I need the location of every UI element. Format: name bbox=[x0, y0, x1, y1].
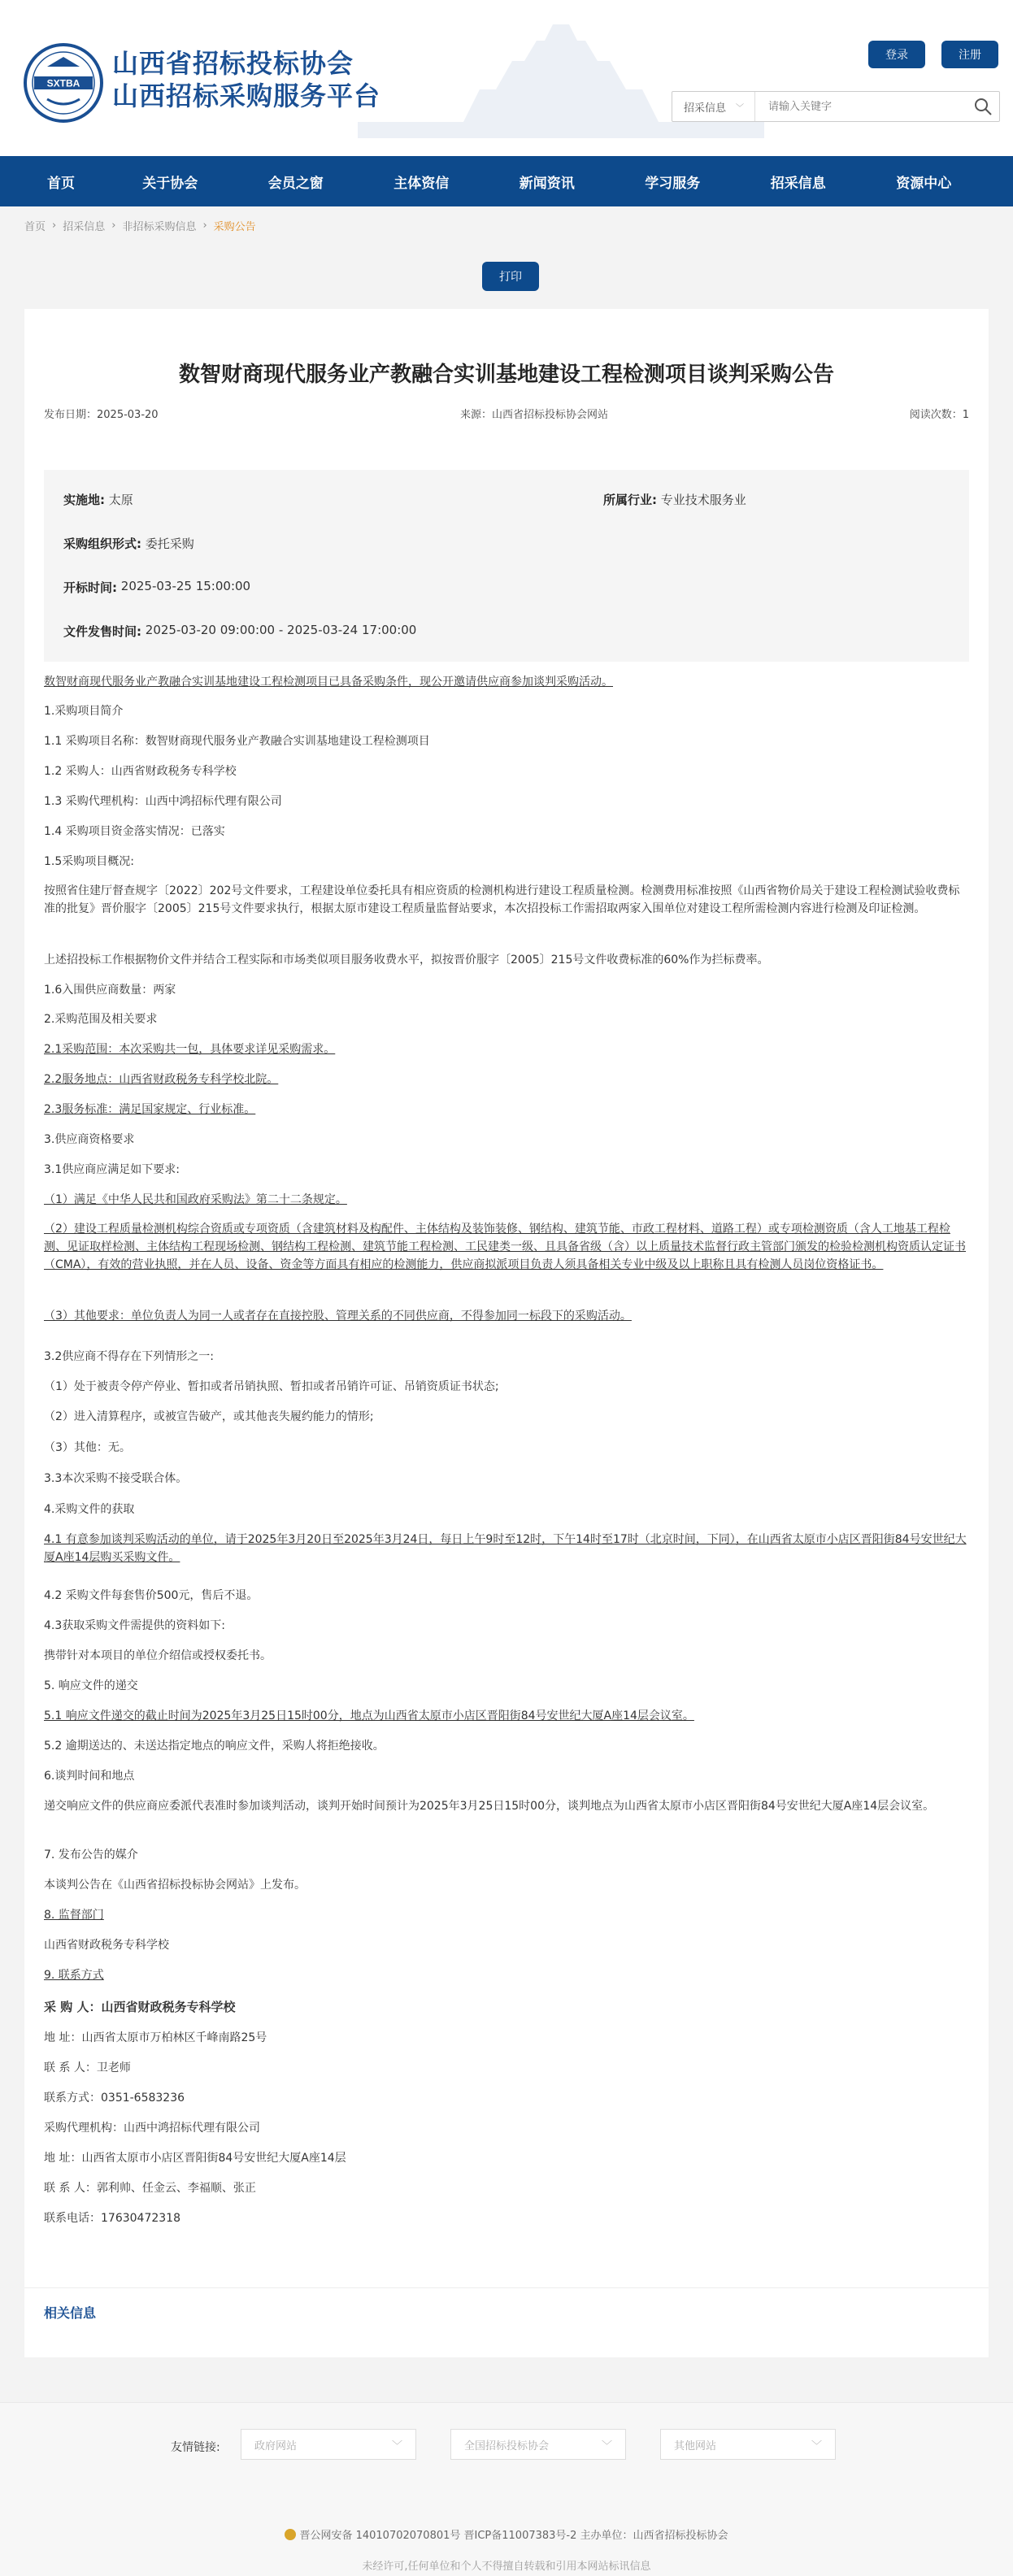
chevron-down-icon: ﹀ bbox=[601, 2439, 612, 2452]
print-button[interactable]: 打印 bbox=[482, 262, 539, 291]
content-paragraph: 1.3 采购代理机构：山西中鸿招标代理有限公司 bbox=[44, 795, 282, 808]
content-paragraph: 1.5采购项目概况: bbox=[44, 855, 134, 868]
content-paragraph: 联系电话：17630472318 bbox=[44, 2212, 180, 2225]
friend-link-select-gov[interactable] bbox=[241, 2429, 416, 2460]
org-form-value: 委托采购 bbox=[145, 536, 194, 551]
content-paragraph: 本谈判公告在《山西省招标投标协会网站》上发布。 bbox=[44, 1879, 306, 1892]
breadcrumb bbox=[24, 218, 256, 233]
footer-record-line bbox=[0, 2526, 1013, 2542]
view-count: 阅读次数：1 bbox=[909, 409, 969, 421]
content-paragraph: 4.2 采购文件每套售价500元，售后不退。 bbox=[44, 1589, 259, 1602]
content-paragraph: 携带针对本项目的单位介绍信或授权委托书。 bbox=[44, 1649, 272, 1662]
location-label: 实施地: bbox=[63, 493, 105, 507]
nav-members[interactable]: 会员之窗 bbox=[267, 175, 324, 192]
content-heading: 采 购 人：山西省财政税务专科学校 bbox=[44, 2000, 236, 2014]
related-info-title: 相关信息 bbox=[44, 2305, 97, 2321]
breadcrumb-non-tender[interactable]: 非招标采购信息 bbox=[122, 221, 197, 233]
login-button[interactable]: 登录 bbox=[868, 41, 925, 68]
breadcrumb-current: 采购公告 bbox=[213, 221, 256, 233]
logo-line2: 山西招标采购服务平台 bbox=[112, 80, 381, 111]
nav-learning[interactable]: 学习服务 bbox=[645, 175, 701, 192]
logo-text bbox=[112, 47, 380, 112]
content-paragraph: 1.6入围供应商数量：两家 bbox=[44, 984, 176, 997]
nav-resources[interactable]: 资源中心 bbox=[896, 175, 952, 192]
content-paragraph: 5.1 响应文件递交的截止时间为2025年3月25日15时00分，地点为山西省太原市小店区晋阳街84号安世纪大厦A座14层会议室。 bbox=[44, 1709, 694, 1722]
footer-record-text: 晋公网安备 14010702070801号 晋ICP备11007383号-2 主办单位：山西省招标投标协会 bbox=[299, 2530, 728, 2542]
content-paragraph: 采购代理机构：山西中鸿招标代理有限公司 bbox=[44, 2122, 260, 2135]
logo-line1: 山西省招标投标协会 bbox=[112, 48, 354, 79]
content-paragraph: （1）处于被责令停产停业、暂扣或者吊销执照、暂扣或者吊销许可证、吊销资质证书状态; bbox=[44, 1380, 499, 1393]
content-paragraph: 3.3本次采购不接受联合体。 bbox=[44, 1472, 188, 1485]
search-category-label: 招采信息 bbox=[684, 102, 727, 115]
content-paragraph: 4.采购文件的获取 bbox=[44, 1503, 135, 1516]
association-logo-icon bbox=[23, 42, 104, 124]
doc-time-label: 文件发售时间: bbox=[63, 624, 141, 639]
content-paragraph: 地 址：山西省太原市万柏林区千峰南路25号 bbox=[44, 2031, 267, 2044]
article-card bbox=[24, 309, 989, 2292]
content-paragraph: （3）其他：无。 bbox=[44, 1441, 131, 1454]
location-value: 太原 bbox=[108, 493, 133, 507]
content-paragraph: 联系方式：0351-6583236 bbox=[44, 2092, 185, 2105]
content-paragraph: 3.2供应商不得存在下列情形之一: bbox=[44, 1350, 214, 1363]
industry-value: 专业技术服务业 bbox=[660, 493, 746, 507]
search-icon bbox=[973, 97, 993, 116]
content-paragraph: 4.1 有意参加谈判采购活动的单位，请于2025年3月20日至2025年3月24日，每日上午9时至12时，下午14时至17时（北京时间，下同），在山西省太原市小店区晋阳街84号安世纪大厦A座14层购买采购文件。 bbox=[44, 1533, 967, 1564]
nav-credit[interactable]: 主体资信 bbox=[393, 175, 450, 192]
content-paragraph: 4.3获取采购文件需提供的资料如下: bbox=[44, 1619, 225, 1632]
content-paragraph: （1）满足《中华人民共和国政府采购法》第二十二条规定。 bbox=[44, 1193, 347, 1206]
content-paragraph: 6.谈判时间和地点 bbox=[44, 1770, 135, 1783]
friend-link-select-label: 其他网站 bbox=[674, 2439, 717, 2452]
content-paragraph: 2.采购范围及相关要求 bbox=[44, 1013, 158, 1026]
friend-link-select-label: 政府网站 bbox=[254, 2439, 298, 2452]
chevron-down-icon: ﹀ bbox=[811, 2439, 822, 2452]
chevron-down-icon: ﹀ bbox=[736, 103, 745, 113]
site-header bbox=[0, 0, 1013, 156]
content-paragraph: 1.1 采购项目名称：数智财商现代服务业产教融合实训基地建设工程检测项目 bbox=[44, 735, 430, 748]
police-badge-icon bbox=[285, 2529, 296, 2540]
content-paragraph: 2.3服务标准：满足国家规定、行业标准。 bbox=[44, 1103, 256, 1116]
breadcrumb-procurement[interactable]: 招采信息 bbox=[63, 221, 106, 233]
footer-copyright: 未经许可,任何单位和个人不得擅自转载和引用本网站标讯信息 bbox=[362, 2561, 651, 2573]
nav-home[interactable]: 首页 bbox=[47, 175, 75, 192]
content-paragraph: （3）其他要求：单位负责人为同一人或者存在直接控股、管理关系的不同供应商，不得参加同一标段下的采购活动。 bbox=[44, 1310, 632, 1323]
chevron-right-icon: › bbox=[111, 219, 116, 232]
org-form-label: 采购组织形式: bbox=[63, 536, 141, 551]
content-paragraph: 2.2服务地点：山西省财政税务专科学校北院。 bbox=[44, 1073, 279, 1086]
friend-link-select-national[interactable] bbox=[450, 2429, 626, 2460]
content-paragraph: 递交响应文件的供应商应委派代表准时参加谈判活动，谈判开始时间预计为2025年3月25日15时00分，谈判地点为山西省太原市小店区晋阳街84号安世纪大厦A座14层会议室。 bbox=[44, 1800, 935, 1813]
content-paragraph: 联 系 人：郭利帅、任金云、李福顺、张正 bbox=[44, 2182, 256, 2195]
chevron-down-icon: ﹀ bbox=[391, 2439, 402, 2452]
content-paragraph: 1.4 采购项目资金落实情况：已落实 bbox=[44, 825, 225, 838]
industry-label: 所属行业: bbox=[603, 493, 657, 507]
friend-link-select-label: 全国招标投标协会 bbox=[464, 2439, 550, 2452]
breadcrumb-home[interactable]: 首页 bbox=[24, 221, 46, 233]
content-paragraph: 1.采购项目简介 bbox=[44, 705, 124, 718]
content-paragraph: 3.1供应商应满足如下要求: bbox=[44, 1163, 180, 1176]
search-input[interactable] bbox=[755, 92, 967, 121]
main-nav bbox=[0, 156, 1013, 206]
content-paragraph: 上述招投标工作根据物价文件并结合工程实际和市场类似项目服务收费水平，拟按晋价服字〔2005〕215号文件收费标准的60%作为拦标费率。 bbox=[44, 954, 769, 967]
publish-date: 发布日期：2025-03-20 bbox=[44, 409, 159, 421]
search-category-select[interactable] bbox=[672, 92, 755, 121]
chevron-right-icon: › bbox=[52, 219, 57, 232]
info-panel bbox=[44, 470, 969, 662]
content-paragraph: 1.2 采购人：山西省财政税务专科学校 bbox=[44, 765, 237, 778]
open-time-value: 2025-03-25 15:00:00 bbox=[120, 579, 251, 593]
page-title: 数智财商现代服务业产教融合实训基地建设工程检测项目谈判采购公告 bbox=[178, 363, 834, 387]
content-paragraph: 5.2 逾期送达的、未送达指定地点的响应文件，采购人将拒绝接收。 bbox=[44, 1740, 385, 1753]
content-paragraph: 2.1采购范围：本次采购共一包，具体要求详见采购需求。 bbox=[44, 1043, 336, 1056]
doc-time-value: 2025-03-20 09:00:00 - 2025-03-24 17:00:00 bbox=[145, 623, 417, 637]
nav-about[interactable]: 关于协会 bbox=[142, 175, 198, 192]
content-paragraph: 8. 监督部门 bbox=[44, 1909, 104, 1922]
search-button[interactable] bbox=[967, 92, 999, 121]
content-paragraph: 联 系 人：卫老师 bbox=[44, 2061, 131, 2074]
chevron-right-icon: › bbox=[202, 219, 207, 232]
content-paragraph: 7. 发布公告的媒介 bbox=[44, 1848, 138, 1861]
content-paragraph: 数智财商现代服务业产教融合实训基地建设工程检测项目已具备采购条件，现公开邀请供应商参加谈判采购活动。 bbox=[44, 675, 613, 689]
content-paragraph: （2）进入清算程序，或被宣告破产，或其他丧失履约能力的情形; bbox=[44, 1410, 374, 1423]
logo-abbr: SXTBA bbox=[46, 77, 80, 89]
register-button[interactable]: 注册 bbox=[941, 41, 998, 68]
nav-procurement[interactable]: 招采信息 bbox=[770, 175, 826, 192]
friend-links-label: 友情链接: bbox=[171, 2441, 220, 2454]
content-paragraph: 按照省住建厅督查规字〔2022〕202号文件要求，工程建设单位委托具有相应资质的检测机构进行建设工程质量检测。检测费用标准按照《山西省物价局关于建设工程检测试验收费标准的批复》晋价服字〔2005〕215号文件要求执行，根据太原市建设工程质量监督站要求，本次招投标工作需招取两家入围单位对建设工程所需检测内容进行检测及印证检测。 bbox=[44, 884, 960, 915]
site-footer bbox=[0, 2402, 1013, 2576]
content-paragraph: （2）建设工程质量检测机构综合资质或专项资质（含建筑材料及构配件、主体结构及装饰装修、钢结构、建筑节能、市政工程材料、道路工程）或专项检测资质（含人工地基工程检测、见证取样检测、主体结构工程现场检测、钢结构工程检测、建筑节能工程检测、工民建类一级、且具备省级（含）以上质量技术监督行政主管部门颁发的检验检测机构资质认定证书（CMA），有效的营业执照，并在人员、设备、资金等方面具有相应的检测能力，供应商拟派项目负责人须具备相关专业中级及以上职称且具有检测人员岗位资格证书。 bbox=[44, 1223, 966, 1271]
article-source: 来源：山西省招标投标协会网站 bbox=[460, 409, 609, 421]
content-paragraph: 9. 联系方式 bbox=[44, 1969, 104, 1982]
content-paragraph: 5. 响应文件的递交 bbox=[44, 1679, 138, 1692]
search-bar bbox=[672, 91, 1000, 122]
related-info-section bbox=[24, 2287, 989, 2357]
content-paragraph: 地 址：山西省太原市小店区晋阳街84号安世纪大厦A座14层 bbox=[44, 2152, 346, 2165]
nav-news[interactable]: 新闻资讯 bbox=[519, 175, 575, 192]
open-time-label: 开标时间: bbox=[63, 580, 117, 595]
friend-link-select-other[interactable] bbox=[660, 2429, 836, 2460]
content-paragraph: 3.供应商资格要求 bbox=[44, 1133, 135, 1146]
content-paragraph: 山西省财政税务专科学校 bbox=[44, 1939, 169, 1952]
